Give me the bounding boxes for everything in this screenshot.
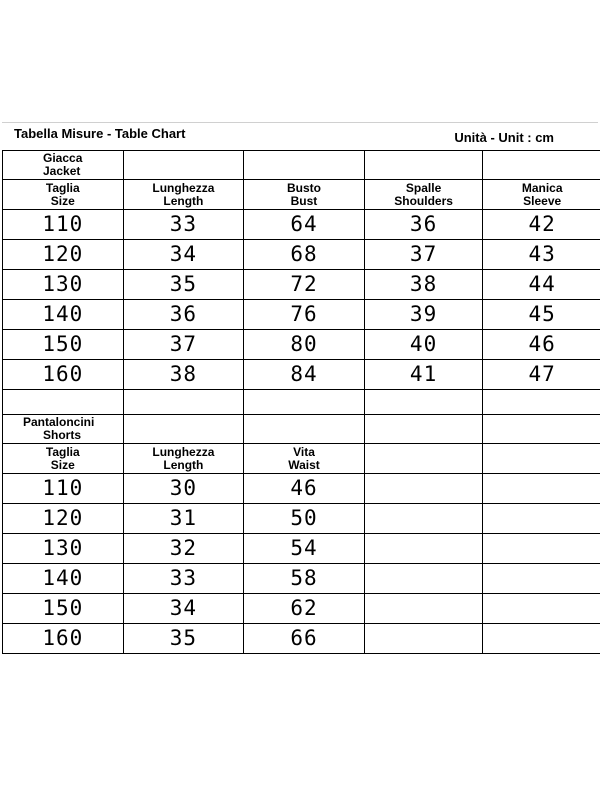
column-header-it: Taglia xyxy=(45,180,80,195)
column-header-it: Vita xyxy=(293,444,315,459)
table-cell xyxy=(364,240,483,270)
shorts-header-row xyxy=(3,444,600,474)
cell-value: 80 xyxy=(290,332,318,356)
cell-value: 37 xyxy=(409,242,438,266)
table-row xyxy=(3,474,600,504)
column-header-en: Sleeve xyxy=(523,193,562,208)
cell-value: 32 xyxy=(169,536,198,560)
cell-value: 44 xyxy=(528,272,556,296)
cell-value: 36 xyxy=(409,212,438,236)
cell-value: 35 xyxy=(169,272,198,296)
column-header-it: Spalle xyxy=(405,180,442,195)
cell-value: 120 xyxy=(42,506,84,530)
cell-value: 150 xyxy=(42,332,84,356)
table-cell xyxy=(483,330,600,360)
empty-cell xyxy=(483,534,600,564)
shorts-name-cell xyxy=(3,415,124,444)
cell-value: 58 xyxy=(290,566,318,590)
table-cell xyxy=(123,210,244,240)
empty-cell xyxy=(483,564,600,594)
table-cell xyxy=(244,534,365,564)
table-cell xyxy=(244,474,365,504)
table-row xyxy=(3,240,600,270)
table-cell xyxy=(123,624,244,654)
cell-value: 31 xyxy=(169,506,198,530)
table-cell xyxy=(123,594,244,624)
cell-value: 47 xyxy=(528,362,556,386)
table-cell xyxy=(123,270,244,300)
table-cell xyxy=(3,474,124,504)
table-cell xyxy=(3,300,124,330)
empty-cell xyxy=(3,390,124,415)
shorts-name-it: Pantaloncini xyxy=(23,415,95,429)
table-cell xyxy=(244,360,365,390)
table-row xyxy=(3,210,600,240)
empty-cell xyxy=(364,594,483,624)
column-header-it: Manica xyxy=(521,180,563,195)
table-cell xyxy=(364,360,483,390)
column-header-it: Lunghezza xyxy=(152,444,215,459)
column-header-en: Bust xyxy=(290,193,318,208)
size-table xyxy=(2,150,600,654)
cell-value: 36 xyxy=(169,302,198,326)
cell-value: 33 xyxy=(169,566,198,590)
table-cell xyxy=(3,330,124,360)
empty-cell xyxy=(364,390,483,415)
cell-value: 34 xyxy=(169,596,198,620)
column-header xyxy=(483,180,600,210)
table-cell xyxy=(244,300,365,330)
cell-value: 46 xyxy=(290,476,318,500)
table-cell xyxy=(123,300,244,330)
table-cell xyxy=(123,504,244,534)
table-cell xyxy=(123,564,244,594)
column-header-en: Length xyxy=(163,457,204,472)
cell-value: 43 xyxy=(528,242,556,266)
cell-value: 35 xyxy=(169,626,198,650)
column-header xyxy=(244,180,365,210)
empty-cell xyxy=(123,390,244,415)
table-row xyxy=(3,300,600,330)
table-cell xyxy=(364,300,483,330)
table-cell xyxy=(123,240,244,270)
cell-value: 130 xyxy=(42,536,84,560)
empty-cell xyxy=(123,415,244,444)
column-header-it: Lunghezza xyxy=(152,180,215,195)
table-cell xyxy=(244,624,365,654)
title-row xyxy=(2,122,598,151)
column-header xyxy=(3,444,124,474)
table-row xyxy=(3,360,600,390)
jacket-header-row xyxy=(3,180,600,210)
column-header xyxy=(364,180,483,210)
empty-cell xyxy=(244,390,365,415)
column-header xyxy=(123,180,244,210)
table-cell xyxy=(364,270,483,300)
column-header-en: Shoulders xyxy=(394,193,453,208)
empty-cell xyxy=(364,504,483,534)
table-cell xyxy=(244,330,365,360)
table-cell xyxy=(3,504,124,534)
table-cell xyxy=(483,300,600,330)
column-header-en: Length xyxy=(163,193,204,208)
cell-value: 37 xyxy=(169,332,198,356)
size-chart xyxy=(2,122,598,658)
empty-cell xyxy=(364,474,483,504)
cell-value: 39 xyxy=(409,302,438,326)
table-row xyxy=(3,594,600,624)
empty-cell xyxy=(364,534,483,564)
empty-cell xyxy=(123,151,244,180)
empty-cell xyxy=(364,415,483,444)
cell-value: 30 xyxy=(169,476,198,500)
column-header-en: Size xyxy=(50,457,75,472)
table-row xyxy=(3,504,600,534)
table-row xyxy=(3,534,600,564)
table-cell xyxy=(123,330,244,360)
cell-value: 150 xyxy=(42,596,84,620)
cell-value: 140 xyxy=(42,302,84,326)
table-cell xyxy=(123,534,244,564)
table-cell xyxy=(3,210,124,240)
cell-value: 34 xyxy=(169,242,198,266)
cell-value: 110 xyxy=(42,212,84,236)
table-cell xyxy=(244,240,365,270)
table-row xyxy=(3,270,600,300)
table-cell xyxy=(483,360,600,390)
empty-cell xyxy=(364,624,483,654)
table-cell xyxy=(364,210,483,240)
column-header xyxy=(3,180,124,210)
shorts-name-en: Shorts xyxy=(43,428,82,442)
empty-cell xyxy=(244,151,365,180)
table-row xyxy=(3,624,600,654)
table-cell xyxy=(483,210,600,240)
empty-cell xyxy=(483,151,600,180)
table-cell xyxy=(244,594,365,624)
table-cell xyxy=(3,270,124,300)
empty-cell xyxy=(364,564,483,594)
spacer-row xyxy=(3,390,600,415)
table-row xyxy=(3,330,600,360)
chart-title: Tabella Misure - Table Chart xyxy=(14,126,186,141)
cell-value: 110 xyxy=(42,476,84,500)
table-cell xyxy=(244,564,365,594)
empty-cell xyxy=(364,151,483,180)
empty-cell xyxy=(244,415,365,444)
table-cell xyxy=(244,270,365,300)
cell-value: 38 xyxy=(409,272,438,296)
empty-cell xyxy=(364,444,483,474)
table-cell xyxy=(3,624,124,654)
table-row xyxy=(3,564,600,594)
table-cell xyxy=(244,210,365,240)
cell-value: 120 xyxy=(42,242,84,266)
empty-cell xyxy=(483,504,600,534)
table-cell xyxy=(483,270,600,300)
jacket-name-it: Giacca xyxy=(43,151,83,165)
table-cell xyxy=(3,360,124,390)
cell-value: 42 xyxy=(528,212,556,236)
empty-cell xyxy=(483,390,600,415)
empty-cell xyxy=(483,415,600,444)
cell-value: 45 xyxy=(528,302,556,326)
cell-value: 84 xyxy=(290,362,318,386)
table-cell xyxy=(483,240,600,270)
column-header xyxy=(123,444,244,474)
shorts-name-row xyxy=(3,415,600,444)
empty-cell xyxy=(483,474,600,504)
cell-value: 38 xyxy=(169,362,198,386)
cell-value: 140 xyxy=(42,566,84,590)
table-cell xyxy=(123,360,244,390)
column-header-it: Taglia xyxy=(45,444,80,459)
cell-value: 40 xyxy=(409,332,438,356)
empty-cell xyxy=(483,444,600,474)
cell-value: 160 xyxy=(42,362,84,386)
jacket-name-cell xyxy=(3,151,124,180)
cell-value: 33 xyxy=(169,212,198,236)
table-cell xyxy=(3,564,124,594)
empty-cell xyxy=(483,594,600,624)
empty-cell xyxy=(483,624,600,654)
cell-value: 130 xyxy=(42,272,84,296)
column-header-it: Busto xyxy=(286,180,321,195)
cell-value: 72 xyxy=(290,272,318,296)
table-cell xyxy=(123,474,244,504)
table-cell xyxy=(3,594,124,624)
unit-label: Unità - Unit : cm xyxy=(454,130,554,145)
table-cell xyxy=(364,330,483,360)
column-header-en: Waist xyxy=(288,457,320,472)
cell-value: 54 xyxy=(290,536,318,560)
cell-value: 50 xyxy=(290,506,318,530)
table-cell xyxy=(3,534,124,564)
column-header-en: Size xyxy=(50,193,75,208)
cell-value: 68 xyxy=(290,242,318,266)
cell-value: 76 xyxy=(290,302,318,326)
cell-value: 160 xyxy=(42,626,84,650)
table-cell xyxy=(244,504,365,534)
table-cell xyxy=(3,240,124,270)
cell-value: 64 xyxy=(290,212,318,236)
jacket-name-row xyxy=(3,151,600,180)
cell-value: 62 xyxy=(290,596,318,620)
column-header xyxy=(244,444,365,474)
cell-value: 46 xyxy=(528,332,556,356)
cell-value: 66 xyxy=(290,626,318,650)
cell-value: 41 xyxy=(409,362,438,386)
jacket-name-en: Jacket xyxy=(43,164,81,178)
